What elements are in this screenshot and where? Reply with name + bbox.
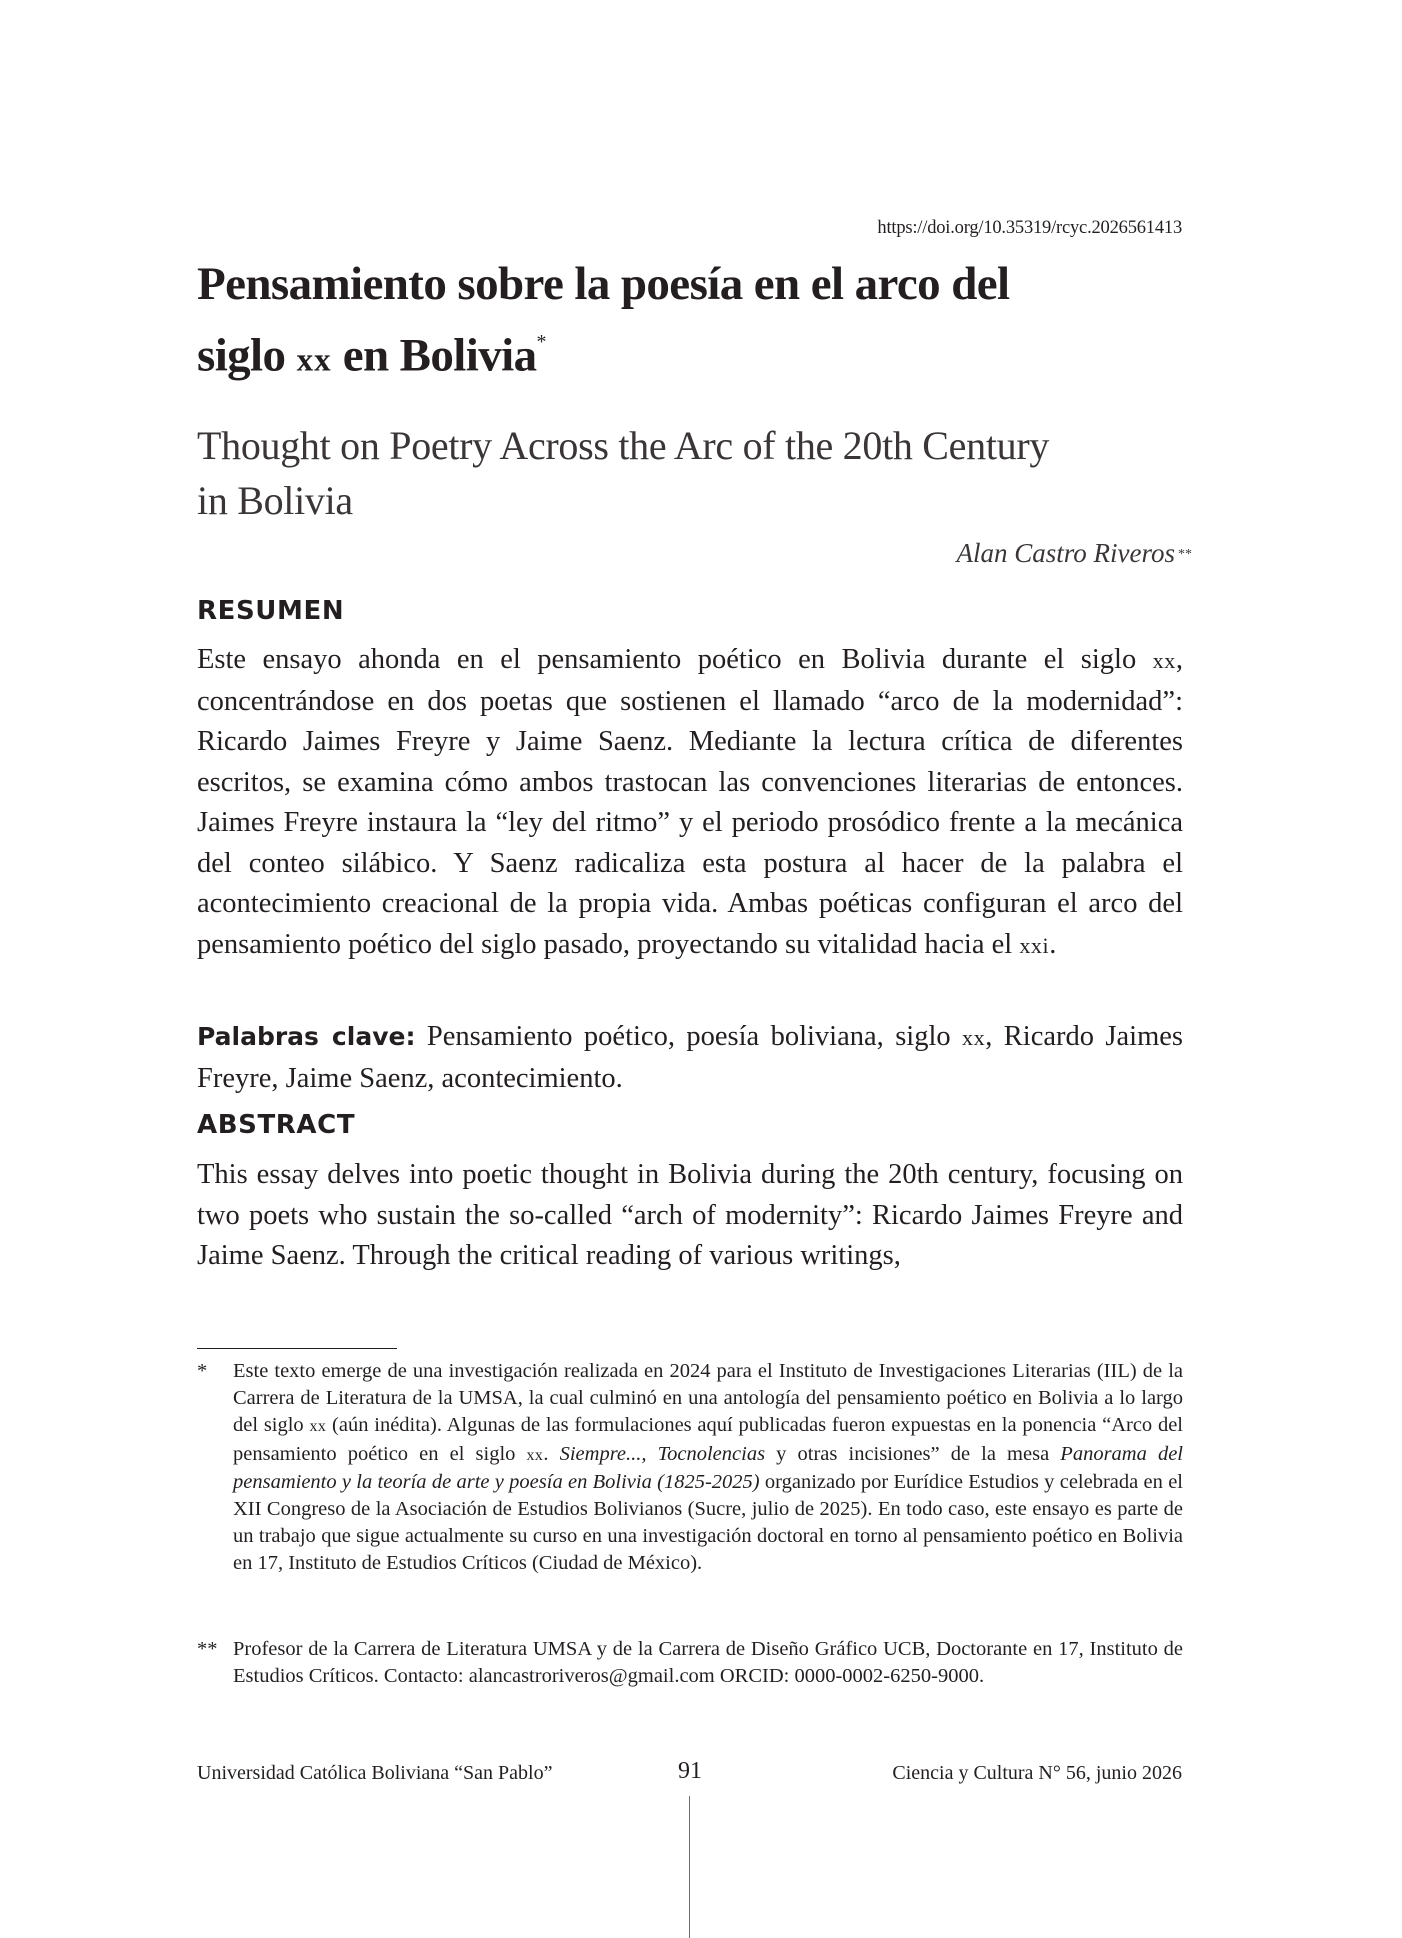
footnote-span: . [543,1442,560,1465]
keywords-text: , Ricardo Jaimes Freyre, Jaime Saenz, acontecimiento. [197,1021,1183,1094]
author-name: Alan Castro Riveros [956,538,1175,568]
resumen-span: . [1049,928,1057,960]
footnote-2-mark: ** [197,1638,218,1660]
footnote-smallcaps: xx [526,1446,544,1464]
abstract-heading: ABSTRACT [197,1110,356,1140]
subtitle-line-2: in Bolivia [197,478,353,523]
title-line-2 [197,316,1197,393]
page-number: 91 [678,1758,702,1784]
footnote-1-body [233,1358,1183,1578]
keywords [197,1017,1183,1099]
footnote-span: Este texto emerge de una investigación realizada en 2024 para el Instituto de Investigaciones Literarias (IIL) de la Carrera de Literatura de la UMSA, la cual culminó en una antología del pensamiento poético en Bolivia a lo largo del siglo [233,1360,1183,1437]
author-footnote-mark[interactable]: ** [1178,547,1192,562]
title-line-1: Pensamiento sobre la poesía en el arco del [197,258,1010,310]
resumen-smallcaps: xx [1152,648,1176,673]
author-line [860,538,1192,569]
footnote-span: (aún inédita). Algunas de las formulaciones aquí publicadas fueron expuestas en la ponencia “Arco del pensamiento poético en el siglo [233,1414,1183,1465]
footnote-italic: Panorama del pensamiento y la teoría de arte y poesía en Bolivia (1825-2025) [233,1442,1184,1493]
keywords-text: Pensamiento poético, poesía boliviana, siglo [415,1021,963,1052]
title-text: siglo [197,329,297,382]
keywords-smallcaps: xx [962,1025,986,1050]
title-footnote-mark[interactable]: * [536,331,546,353]
footer-journal: Ciencia y Cultura N° 56, junio 2026 [892,1762,1182,1784]
article-title [197,252,1197,393]
footnote-smallcaps: xx [309,1418,327,1436]
footnote-1 [197,1358,1183,1578]
footnote-2 [197,1636,1183,1690]
footer-publisher: Universidad Católica Boliviana “San Pablo” [197,1762,553,1784]
footnote-divider [197,1348,397,1349]
article-subtitle [197,418,1197,528]
footnote-1-mark: * [197,1360,208,1382]
subtitle-line-1: Thought on Poetry Across the Arc of the 20th Century [197,423,1050,468]
doi-link[interactable]: https://doi.org/10.35319/rcyc.2026561413 [877,218,1182,238]
resumen-smallcaps: xxi [1019,932,1050,958]
title-smallcaps: xx [296,342,332,379]
resumen-heading: RESUMEN [197,596,345,626]
resumen-text [197,640,1183,966]
resumen-span: Este ensayo ahonda en el pensamiento poético en Bolivia durante el siglo [197,644,1153,675]
footnote-italic: Siempre..., Tocnolencias [559,1442,766,1465]
page-divider-line [689,1796,690,1938]
keywords-label: Palabras clave: [197,1022,416,1051]
title-text: en Bolivia [331,329,537,382]
footnote-span: organizado por Eurídice Estudios y celebrada en el XII Congreso de la Asociación de Estudios Bolivianos (Sucre, julio de 2025). En todo caso, este ensayo es parte de un trabajo que sigue actualmente su curso en una investigación doctoral en torno al pensamiento poético en Bolivia en 17, Instituto de Estudios Críticos (Ciudad de México). [233,1470,1183,1575]
footnote-2-body: Profesor de la Carrera de Literatura UMSA y de la Carrera de Diseño Gráfico UCB, Doctorante en 17, Instituto de Estudios Críticos. Contacto: alancastroriveros@gmail.com ORCID: 0000-0002-6250-9000. [233,1638,1183,1688]
footnote-span: y otras incisiones” de la mesa [765,1442,1061,1465]
abstract-text: This essay delves into poetic thought in Bolivia during the 20th century, focusing on two poets who sustain the so-called “arch of modernity”: Ricardo Jaimes Freyre and Jaime Saenz. Through the critical reading of various writings, [197,1159,1183,1271]
resumen-span: , concentrándose en dos poetas que sostienen el llamado “arco de la modernidad”: Ricardo Jaimes Freyre y Jaime Saenz. Mediante la lectura crítica de diferentes escritos, se examina cómo ambos trastocan las convenciones literarias de entonces. Jaimes Freyre instaura la “ley del ritmo” y el periodo prosódico frente a la mecánica del conteo silábico. Y Saenz radicaliza esta postura al hacer de la palabra el acontecimiento creacional de la propia vida. Ambas poéticas configuran el arco del pensamiento poético del siglo pasado, proyectando su vitalidad hacia el [197,644,1183,960]
